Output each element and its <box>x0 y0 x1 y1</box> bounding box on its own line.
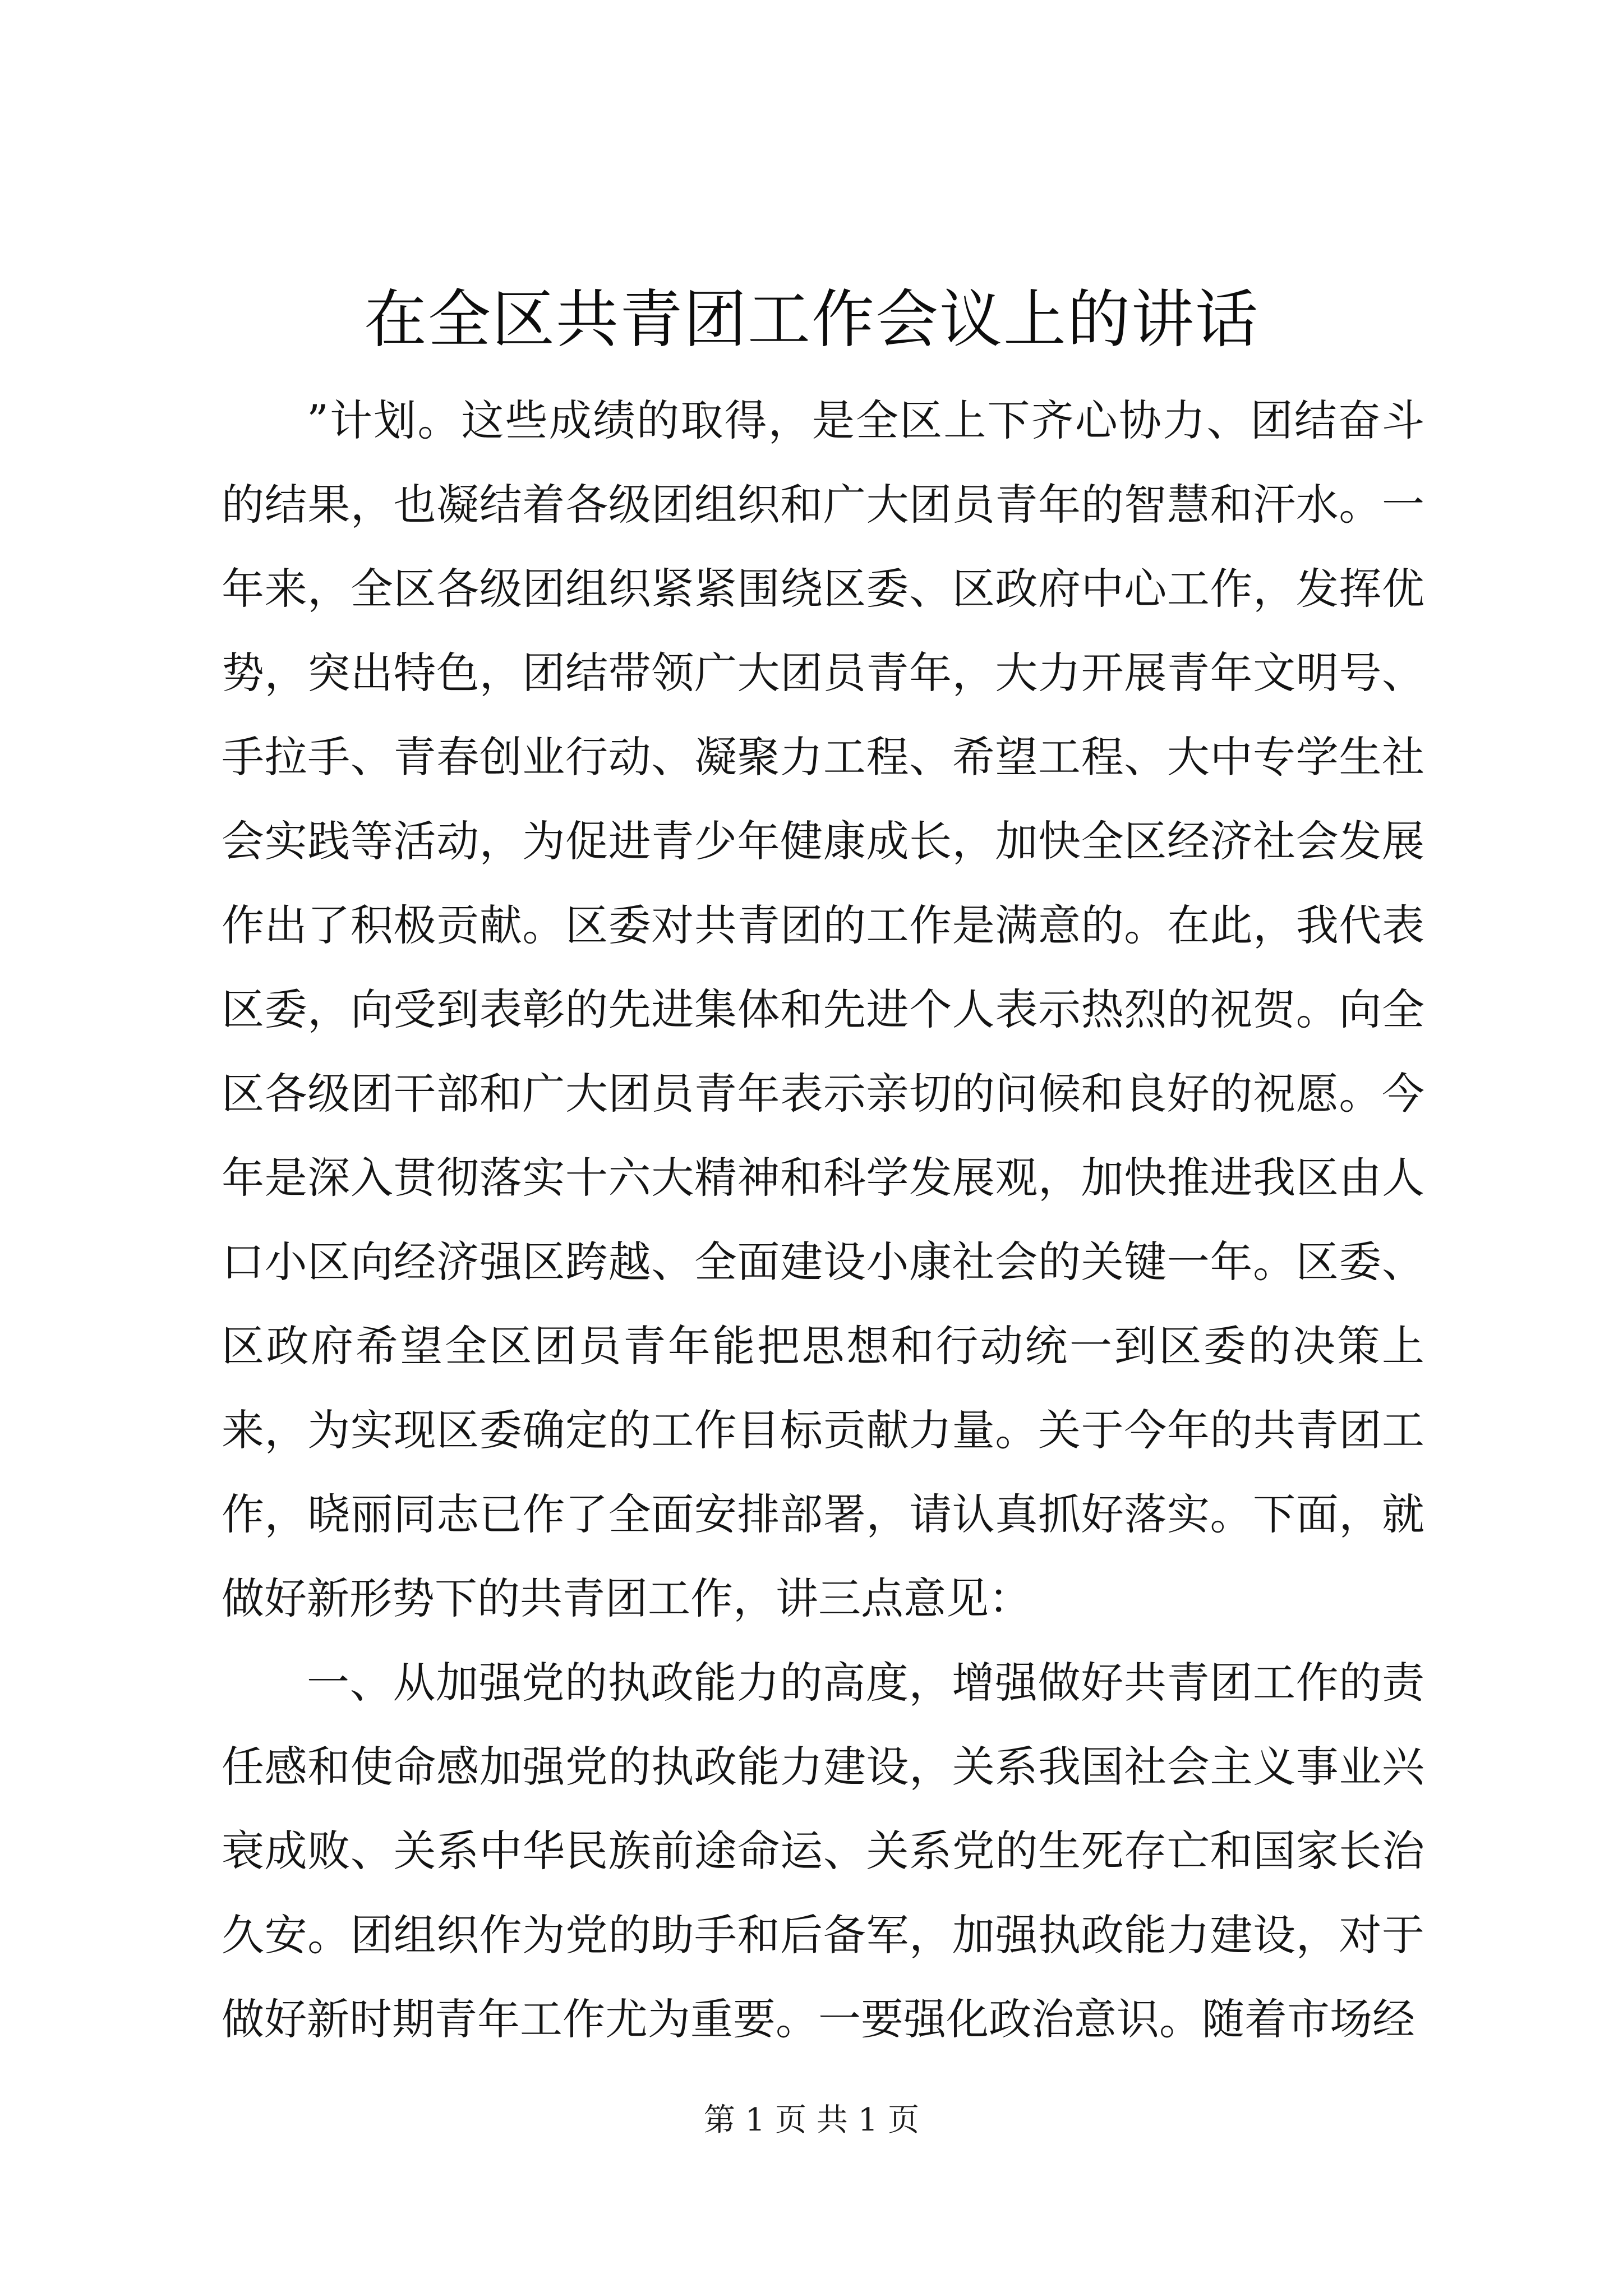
body-paragraph: ”计划。这些成绩的取得，是全区上下齐心协力、团结奋斗的结果，也凝结着各级团组织和广大团员青年的智慧和汗水。一年来，全区各级团组织紧紧围绕区委、区政府中心工作，发挥优势，突出特色，团结带领广大团员青年，大力开展青年文明号、手拉手、青春创业行动、凝聚力工程、希望工程、大中专学生社会实践等活动，为促进青少年健康成长，加快全区经济社会发展作出了积极贡献。区委对共青团的工作是满意的。在此，我代表区委，向受到表彰的先进集体和先进个人表示热烈的祝贺。向全区各级团干部和广大团员青年表示亲切的问候和良好的祝愿。今年是深入贯彻落实十六大精神和科学发展观，加快推进我区由人口小区向经济强区跨越、全面建设小康社会的关键一年。区委、区政府希望全区团员青年能把思想和行动统一到区委的决策上来，为实现区委确定的工作目标贡献力量。关于今年的共青团工作，晓丽同志已作了全面安排部署，请认真抓好落实。下面，就做好新形势下的共青团工作，讲三点意见： <box>222 395 1424 1623</box>
page-footer: 第 1 页 共 1 页 <box>703 2102 920 2138</box>
document-body <box>222 379 1424 2062</box>
body-paragraph: 一、从加强党的执政能力的高度，增强做好共青团工作的责任感和使命感加强党的执政能力建设，关系我国社会主义事业兴衰成败、关系中华民族前途命运、关系党的生死存亡和国家长治久安。团组织作为党的助手和后备军，加强执政能力建设，对于做好新时期青年工作尤为重要。一要强化政治意识。随着市场经 <box>222 1658 1424 2044</box>
document-title: 在全区共青团工作会议上的讲话 <box>364 283 1259 356</box>
